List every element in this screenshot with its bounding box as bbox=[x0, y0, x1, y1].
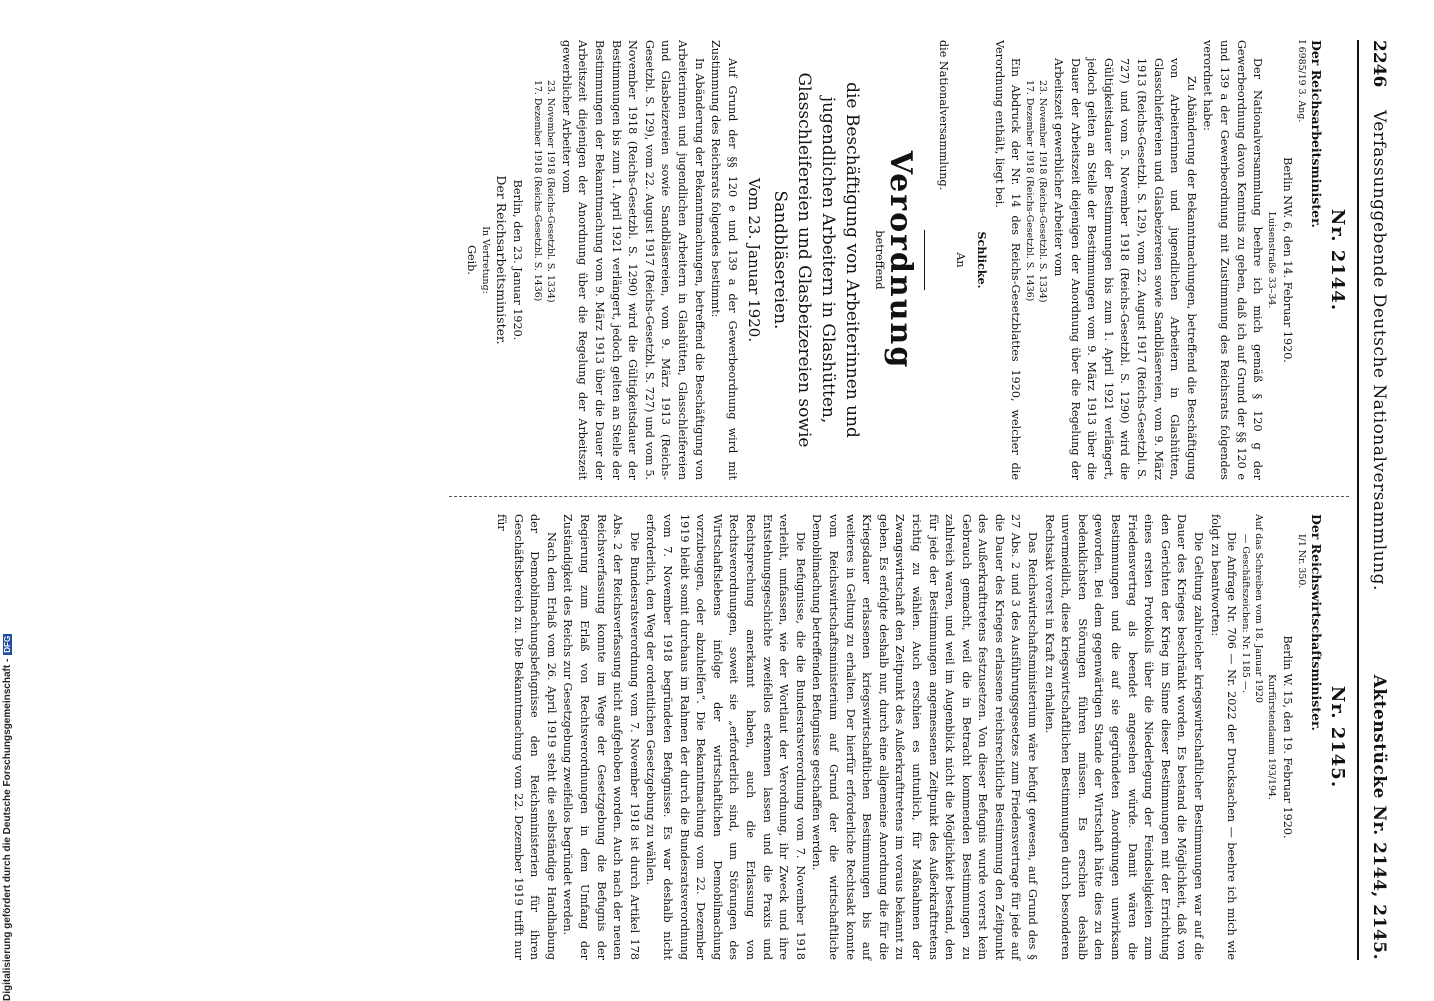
reference-2: 17. Dezember 1918 (Reichs-Gesetzbl. S. 1436) bbox=[1024, 80, 1036, 302]
body-paragraph: In Abänderung der Bekanntmachungen, betreffend die Beschäftigung von Arbeiterinnen und jugendlichen Arbeitern in Glashütten, Glasschleifereien und Glasbeizereien sowie Sandbläsereien, vom 9. März 1913 (Reichs-Gesetzbl. S. 129), vom 22. August 1917 (Reichs-Gesetzbl. S. 727) und vom 5. November 1918 (Reichs-Gesetzbl. S. 1290) wird die Gültigkeitsdauer der Bestimmungen bis zum 1. April 1921 verlängert, jedoch gelten an Stelle der Bestimmungen der Bekanntmachung vom 9. März 1913 über die Dauer der Arbeitszeit diejenigen der Anordnung über die Regelung der Arbeitszeit gewerblicher Arbeiter vom bbox=[559, 40, 706, 480]
digitization-footer bbox=[0, 6, 20, 1001]
address-right: Kurfürstendamm 193/194. bbox=[1266, 674, 1278, 800]
answer-paragraph-1: Die Geltung zahlreicher kriegswirtschaftlicher Bestimmungen war auf die Dauer des Krieges beschränkt worden. Es bestand die Möglichkeit, daß von den Gerichten der Krieg im Sinne dieser Bestimmungen mit der Errichtung eines ersten Protokolls über die Niederlegung der Feindseligkeiten zum Friedensvertrag als beendet angesehen würde. Damit wären die Bestimmungen und die auf sie gegründeten Anordnungen unwirksam geworden. Bei dem gegenwärtigen Stande der Wirtschaft hätte dies zu den bedenklichsten Störungen führen müssen. Es erschien deshalb unvermeidlich, diese kriegswirtschaftlichen Bestimmungen durch besonderen Rechtsakt vorerst in Kraft zu erhalten. bbox=[1042, 514, 1206, 960]
auf-grund-paragraph: Auf Grund der §§ 120 e und 139 a der Gewerbeordnung wird mit Zustimmung des Reichsrats folgendes bestimmt: bbox=[709, 40, 739, 480]
reference-letter-2: — Geschäftszeichen: Nr. I 185 —. bbox=[1240, 534, 1252, 694]
reference-1: 23. November 1918 (Reichs-Gesetzbl. S. 1334) bbox=[1037, 80, 1049, 303]
body-reference-2: 17. Dezember 1918 (Reichs-Gesetzbl. S. 1436) bbox=[532, 80, 544, 302]
author: Der Reichsarbeitsminister. bbox=[1309, 40, 1325, 228]
answer-paragraph-3: Die Befugnisse, die die Bundesratsverordnung vom 7. November 1918 verleiht, umfassen, wie der Wortlaut der Verordnung, ihr Zweck und ihre Entstehungsgeschichte zweifellos erkennen lassen und die Praxis und Rechtsprechung anerkannt haben, auch die Erlassung von Rechtsverordnungen, soweit sie „erforderlich sind, um Störungen des Wirtschaftslebens infolge der wirtschaftlichen Demobilmachung vorzubeugen, oder abzuhelfen“. Die Bekanntmachung vom 22. Dezember 1919 bleibt somit durchaus im Rahmen der durch die Bundesratsverordnung vom 7. November 1918 begründeten Befugnisse. Es war deshalb nicht erforderlich, den Weg der ordentlichen Gesetzgebung zu wählen. bbox=[644, 514, 807, 960]
dfg-logo: DFG bbox=[3, 635, 12, 653]
address: Luisenstraße 33–34. bbox=[1266, 211, 1278, 309]
file-number: I 6985/19 3. Ang. bbox=[1295, 40, 1307, 123]
running-title: Verfassunggebende Deutsche Nationalversammlung. bbox=[1369, 110, 1389, 591]
doc-number-2145: Nr. 2145. bbox=[1327, 685, 1348, 789]
doc-number-2144: Nr. 2144. bbox=[1327, 208, 1348, 312]
running-title-right: Aktenstücke Nr. 2144, 2145. bbox=[1369, 674, 1389, 960]
vertretung: In Vertretung: bbox=[480, 226, 492, 294]
footer-text: Digitalisierung gefördert durch die Deutsche Forschungsgemeinschaft - bbox=[2, 658, 13, 1001]
signer-title: Der Reichsarbeitsminister. bbox=[493, 175, 509, 345]
place-date: Berlin NW. 6, den 14. Februar 1920. bbox=[1280, 157, 1294, 363]
body-reference-1: 23. November 1918 (Reichs-Gesetzbl. S. 1334) bbox=[545, 80, 557, 303]
reference-letter: Auf das Schreiben vom 18. Januar 1920 bbox=[1253, 514, 1265, 703]
place-date-2: Berlin, den 23. Januar 1920. bbox=[511, 179, 525, 341]
verordnung-subject: die Beschäftigung von Arbeiterinnen und jugendlichen Arbeitern in Glashütten, Glasschleifereien und Glasbeizereien sowie Sandbläsereien. bbox=[770, 72, 863, 448]
answer-paragraph-5: Nach dem Erlaß vom 26. April 1919 steht die selbständige Handhabung der Demobilmachungsbefugnisse den Reichsministerien für ihren Geschäftsbereich zu. Die Bekanntmachung vom 22. Dezember 1919 trifft nur für bbox=[495, 514, 558, 960]
quoted-paragraph: Zu Abänderung der Bekanntmachungen, betreffend die Beschäftigung von Arbeiterinnen und jugendlichen Arbeitern in Glashütten, Glasschleifereien und Glasbeizereien sowie Sandbläsereien, vom 9. März 1913 (Reichs-Gesetzbl. S. 129), vom 22. August 1917 (Reichs-Gesetzbl. S. 727) und vom 5. November 1918 (Reichs-Gesetzbl. S. 1290) wird die Gültigkeitsdauer der Bestimmungen bis zum 1. April 1921 verlängert, jedoch gelten an Stelle der Bestimmungen vom 9. März 1913 über die Dauer der Arbeitszeit diejenigen der Anordnung über die Regelung der Arbeitszeit gewerblicher Arbeiter vom bbox=[1052, 58, 1198, 480]
left-column bbox=[462, 40, 1347, 480]
anfrage-paragraph: Die Anfrage Nr. 706 — Nr. 2022 der Drucksachen — beehre ich mich wie folgt zu beantworten: bbox=[1208, 514, 1239, 960]
file-number-right: I/1 Nr. 350. bbox=[1295, 534, 1307, 589]
right-column bbox=[493, 514, 1348, 960]
verordnung-date: Vom 23. Januar 1920. bbox=[745, 177, 764, 343]
answer-paragraph-4: Die Bundesratsverordnung vom 7. November 1918 ist durch Artikel 178 Abs. 2 der Reichsverfassung nicht aufgehoben worden. Auch nach der neuen Reichsverfassung konnte im Wege der Gesetzgebung die Befugnis der Regierung zum Erlaß von Rechtsverordnungen in dem Umfang der Zuständigkeit des Reichs zur Gesetzgebung zweifellos begründet werden. bbox=[561, 514, 641, 960]
an-label: An bbox=[953, 252, 967, 268]
answer-paragraph-2: Das Reichswirtschaftsministerium wäre befugt gewesen, auf Grund des § 27 Abs. 2 und 3 des Ausführungsgesetzes zum Friedensvertrage für jede auf die Dauer des Krieges erlassene reichsrechtliche Bestimmung den Zeitpunkt des Außerkrafttretens festzusetzen. Von dieser Befugnis wurde vorerst kein Gebrauch gemacht, weil die in Betracht kommenden Bestimmungen zu zahlreich waren, und weil im Augenblick nicht die Möglichkeit bestand, den für jede der Bestimmungen angemessenen Zeitpunkt des Außerkrafttretens richtig zu wählen. Auch erschien es untunlich, für Maßnahmen der Zwangswirtschaft den Zeitpunkt des Außerkrafttretens im voraus bekannt zu geben. Es erfolgte deshalb nur, durch eine allgemeine Anordnung die für die Kriegsdauer erlassenen kriegswirtschaftlichen Bestimmungen bis auf weiteres in Geltung zu erhalten. Der hierfür erforderliche Rechtsakt konnte vom Reichswirtschaftsministerium auf Grund der die wirtschaftliche Demobilmachung betreffenden Befugnisse geschaffen werden. bbox=[810, 514, 1040, 960]
column-divider bbox=[449, 496, 1349, 497]
signer-name: Geib. bbox=[465, 245, 479, 275]
signature-schlicke: Schlicke. bbox=[975, 231, 990, 289]
author-right: Der Reichswirtschaftsminister. bbox=[1309, 514, 1325, 731]
intro-paragraph: Der Nationalversammlung beehre ich mich gemäß § 120 g der Gewerbeordnung davon Kenntnis zu geben, daß ich auf Grund der §§ 120 e und 139 a der Gewerbeordnung mit Zustimmung des Reichsrats folgendes verordnet habe: bbox=[1201, 40, 1265, 480]
rotated-page bbox=[85, 40, 1395, 960]
divider-line bbox=[924, 230, 925, 290]
place-date-right: Berlin W. 15, den 19. Februar 1920. bbox=[1280, 635, 1294, 839]
footer-text-line bbox=[2, 11, 13, 1001]
abdruck-paragraph: Ein Abdruck der Nr. 14 des Reichs-Gesetzblattes 1920, welcher die Verordnung enthält, liegt bei. bbox=[992, 40, 1023, 480]
verordnung-title: Verordnung bbox=[882, 150, 918, 370]
recipient: die Nationalversammlung. bbox=[937, 40, 951, 191]
page-number: 2246 bbox=[1369, 40, 1389, 88]
betreffend: betreffend bbox=[872, 230, 886, 290]
running-header bbox=[1357, 40, 1395, 960]
